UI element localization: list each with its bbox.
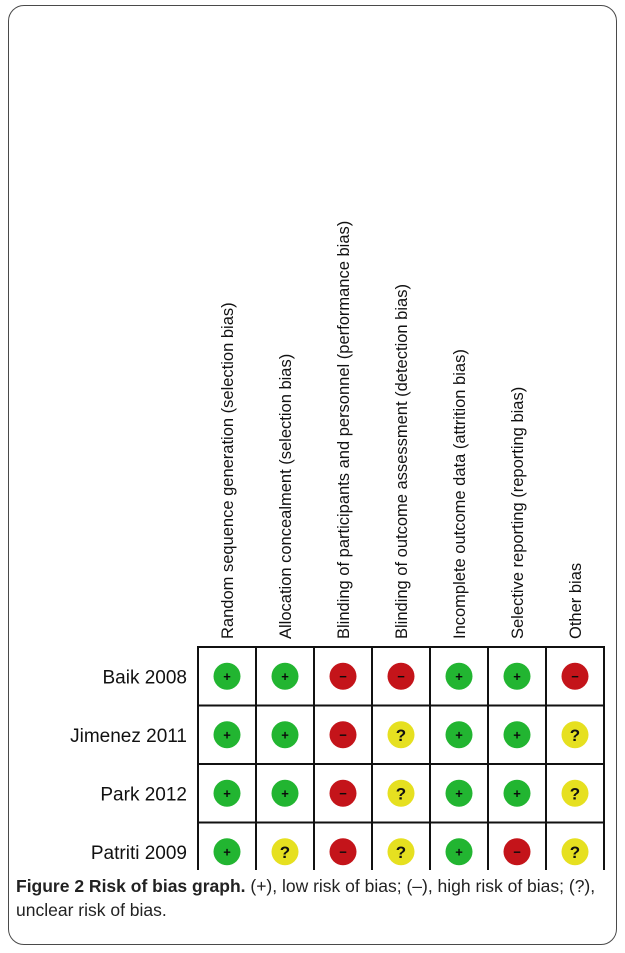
judgement-symbol: + bbox=[223, 727, 231, 743]
judgement-symbol: + bbox=[513, 668, 521, 684]
judgement-symbol: + bbox=[455, 727, 463, 743]
study-label: Patriti 2009 bbox=[90, 842, 187, 864]
judgement-symbol: ? bbox=[395, 842, 407, 862]
caption-figure-label: Figure 2 Risk of bias graph. bbox=[16, 876, 246, 896]
judgement-symbol: + bbox=[223, 844, 231, 860]
study-label: Park 2012 bbox=[100, 784, 187, 806]
risk-grid bbox=[198, 647, 604, 870]
caption-text: (+), low risk of bias; (–), high risk of bias; (?), unclear risk of bias. bbox=[16, 876, 596, 920]
column-header: Allocation concealment (selection bias) bbox=[277, 353, 295, 639]
judgement-symbol: ? bbox=[395, 784, 407, 804]
column-header: Blinding of outcome assessment (detection bias) bbox=[393, 284, 411, 639]
judgement-symbol: − bbox=[397, 668, 405, 684]
judgement-symbol: − bbox=[339, 785, 347, 801]
judgement-symbol: + bbox=[513, 785, 521, 801]
judgement-symbol: + bbox=[455, 785, 463, 801]
judgement-symbol: − bbox=[339, 727, 347, 743]
study-label: Jimenez 2011 bbox=[70, 725, 187, 747]
judgement-symbol: ? bbox=[569, 842, 581, 862]
judgement-symbol: − bbox=[571, 668, 579, 684]
study-labels bbox=[70, 667, 187, 864]
column-header: Blinding of participants and personnel (performance bias) bbox=[335, 220, 353, 639]
judgement-symbol: − bbox=[339, 668, 347, 684]
judgement-symbol: − bbox=[513, 844, 521, 860]
figure-caption bbox=[16, 874, 611, 922]
column-header: Other bias bbox=[567, 562, 585, 639]
judgement-symbol: + bbox=[455, 844, 463, 860]
judgement-symbol: ? bbox=[279, 842, 291, 862]
judgement-symbol: + bbox=[455, 668, 463, 684]
judgement-symbol: − bbox=[339, 844, 347, 860]
study-label: Baik 2008 bbox=[102, 667, 187, 689]
judgement-symbol: ? bbox=[569, 725, 581, 745]
column-headers bbox=[219, 221, 585, 639]
judgement-symbol: + bbox=[223, 668, 231, 684]
column-header: Selective reporting (reporting bias) bbox=[509, 386, 527, 639]
judgement-symbol: + bbox=[281, 727, 289, 743]
judgement-symbol: + bbox=[281, 668, 289, 684]
judgement-symbol: ? bbox=[569, 784, 581, 804]
column-header: Random sequence generation (selection bias) bbox=[219, 302, 237, 639]
judgement-symbol: + bbox=[281, 785, 289, 801]
judgement-symbol: + bbox=[513, 727, 521, 743]
column-header: Incomplete outcome data (attrition bias) bbox=[451, 349, 469, 639]
judgement-symbol: + bbox=[223, 785, 231, 801]
judgement-symbol: ? bbox=[395, 725, 407, 745]
